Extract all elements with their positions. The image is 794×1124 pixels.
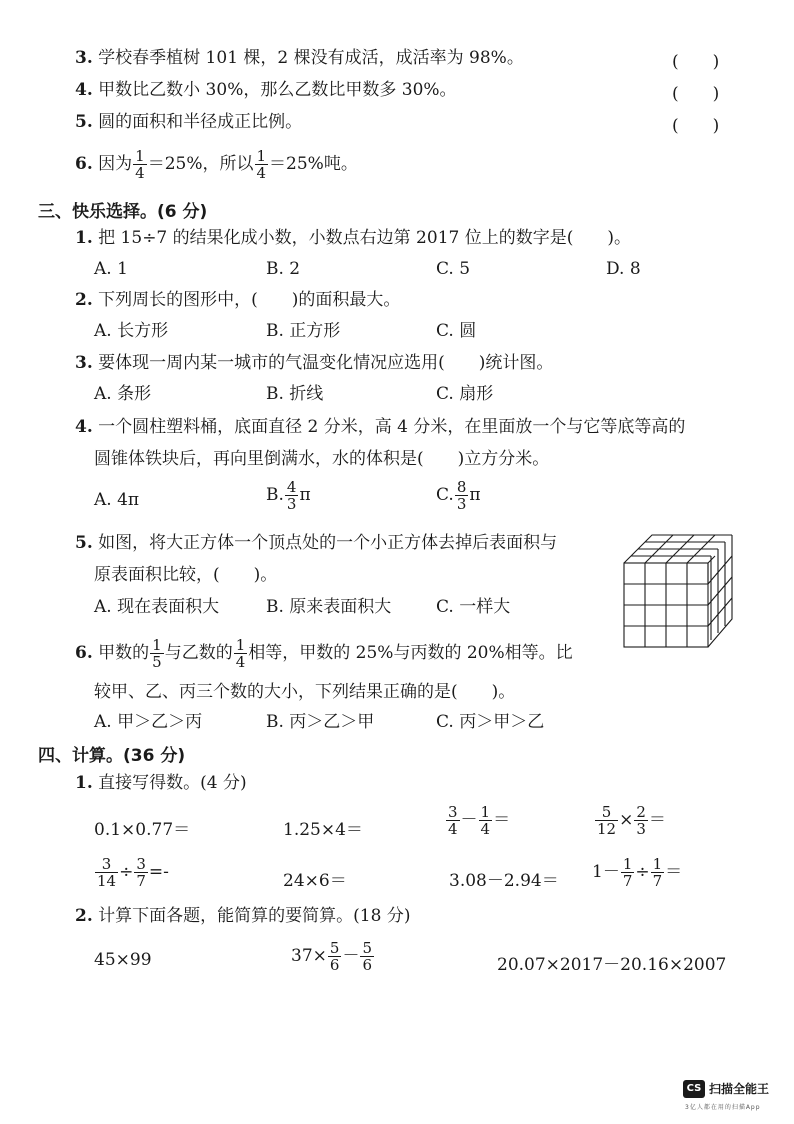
option-c[interactable]: C. 丙＞甲＞乙 (436, 712, 545, 732)
operator: － (460, 810, 478, 830)
calc-expression[interactable]: 45×99 (94, 950, 152, 970)
fraction (134, 856, 148, 889)
numerator: 1 (480, 803, 491, 821)
q-number: 3. (75, 353, 93, 373)
numerator: 1 (152, 636, 162, 654)
q-text: 计算下面各题，能简算的要简算。(18 分) (98, 906, 411, 926)
calc-item[interactable] (594, 804, 666, 837)
q-number: 4. (75, 80, 93, 100)
option-c[interactable]: C. 5 (436, 259, 471, 279)
q-text: 甲数比乙数小 30%，那么乙数比甲数多 30%。 (98, 80, 457, 100)
denominator: 7 (652, 872, 663, 890)
option-b[interactable] (266, 479, 311, 512)
q-text-line2: 圆锥体铁块后，再向里倒满水，水的体积是( )立方分米。 (94, 449, 550, 469)
calc-item[interactable] (445, 804, 510, 837)
section-title: 三、快乐选择。(6 分) (38, 202, 208, 222)
numerator: 3 (448, 803, 458, 821)
choice-q6 (75, 637, 573, 670)
operator: × (619, 810, 634, 830)
option-a[interactable]: A. 4π (94, 490, 140, 510)
pi-symbol: π (299, 485, 311, 505)
option-b[interactable]: B. 丙＞乙＞甲 (266, 712, 375, 732)
q-text: 如图，将大正方体一个顶点处的一个小正方体去掉后表面积与 (98, 533, 558, 553)
calc-item[interactable]: 24×6＝ (283, 871, 347, 891)
operator: ÷ (119, 862, 134, 882)
option-b[interactable]: B. 折线 (266, 384, 324, 404)
calc-item[interactable] (94, 856, 169, 889)
scanner-watermark (683, 1078, 791, 1118)
numerator: 5 (329, 939, 340, 957)
denominator: 7 (622, 872, 633, 890)
option-label: B. (266, 485, 284, 505)
option-c[interactable] (436, 479, 481, 512)
watermark-subtitle: 3亿人都在用的扫描App (685, 1104, 761, 1111)
denominator: 7 (136, 872, 146, 890)
q-number: 1. (75, 228, 93, 248)
option-b[interactable]: B. 正方形 (266, 321, 341, 341)
q-number: 6. (75, 643, 93, 663)
q-text: 圆的面积和半径成正比例。 (98, 112, 303, 132)
option-b[interactable]: B. 2 (266, 259, 301, 279)
calc-item[interactable]: 1.25×4＝ (283, 820, 363, 840)
section-title: 四、计算。(36 分) (38, 746, 186, 766)
equals: =- (148, 862, 169, 882)
option-b[interactable]: B. 原来表面积大 (266, 597, 392, 617)
calc-expression[interactable]: 20.07×2017－20.16×2007 (497, 955, 727, 975)
fraction (360, 940, 374, 973)
equals: ＝ (493, 810, 511, 830)
fraction (95, 856, 118, 889)
denominator: 14 (97, 872, 117, 890)
fraction (621, 856, 635, 889)
q-text: 相等，甲数的 25%与丙数的 20%相等。比 (248, 643, 573, 663)
numerator: 5 (362, 939, 372, 957)
judge-q3 (75, 47, 524, 69)
q-number: 6. (75, 154, 93, 174)
option-a[interactable]: A. 现在表面积大 (94, 597, 220, 617)
fraction (446, 804, 460, 837)
option-c[interactable]: C. 一样大 (436, 597, 511, 617)
denominator: 4 (480, 820, 491, 838)
q-text: 一个圆柱塑料桶，底面直径 2 分米，高 4 分米，在里面放一个与它等底等高的 (98, 417, 686, 437)
q-text: 把 15÷7 的结果化成小数，小数点右边第 2017 位上的数字是( )。 (98, 228, 631, 248)
choice-q5 (75, 532, 557, 554)
calc-item[interactable]: 0.1×0.77＝ (94, 820, 191, 840)
equals: ＝ (648, 810, 666, 830)
judge-q6 (75, 148, 358, 181)
numerator: 2 (636, 803, 646, 821)
calc-item[interactable]: 3.08－2.94＝ (449, 871, 559, 891)
judge-q5 (75, 111, 302, 133)
fraction (651, 856, 665, 889)
choice-q4 (75, 416, 685, 438)
fraction (455, 479, 469, 512)
q-text: 甲数的 (98, 643, 150, 663)
choice-q2 (75, 289, 400, 311)
q-text-line2: 原表面积比较，( )。 (94, 565, 278, 585)
camscanner-logo-icon: CS (683, 1080, 705, 1098)
q-text: 因为 (98, 154, 133, 174)
numerator: 1 (235, 636, 246, 654)
denominator: 6 (329, 956, 340, 974)
numerator: 1 (256, 147, 267, 165)
watermark-name: 扫描全能王 (709, 1082, 770, 1096)
operator: － (342, 946, 360, 966)
calc-q2 (75, 905, 410, 927)
q-number: 1. (75, 773, 93, 793)
q-number: 2. (75, 290, 93, 310)
q-text: 要体现一周内某一城市的气温变化情况应选用( )统计图。 (98, 353, 554, 373)
q-number: 4. (75, 417, 93, 437)
denominator: 4 (256, 164, 267, 182)
numerator: 4 (286, 478, 297, 496)
fraction (133, 148, 147, 181)
cube-figure (622, 533, 734, 651)
q-number: 5. (75, 533, 93, 553)
q-text: 下列周长的图形中，( )的面积最大。 (98, 290, 401, 310)
choice-q3 (75, 352, 553, 374)
denominator: 4 (235, 653, 246, 671)
answer-paren[interactable]: ( ) (672, 52, 720, 72)
fraction (255, 148, 269, 181)
equals: ＝ (665, 862, 683, 882)
q-text: ＝25%吨。 (269, 154, 358, 174)
fraction (595, 804, 618, 837)
q-text: ＝25%，所以 (147, 154, 254, 174)
operand: 37× (291, 946, 327, 966)
numerator: 1 (135, 147, 145, 165)
option-a[interactable]: A. 条形 (94, 384, 152, 404)
q-number: 3. (75, 48, 93, 68)
operand: 1－ (592, 862, 620, 882)
judge-q4 (75, 79, 457, 101)
q-text: 学校春季植树 101 棵，2 棵没有成活，成活率为 98%。 (98, 48, 524, 68)
answer-paren[interactable]: ( ) (672, 84, 720, 104)
q-number: 2. (75, 906, 93, 926)
fraction (634, 804, 648, 837)
numerator: 5 (601, 803, 612, 821)
operator: ÷ (635, 862, 650, 882)
calc-item[interactable] (592, 856, 682, 889)
option-c[interactable]: C. 圆 (436, 321, 477, 341)
option-d[interactable]: D. 8 (606, 259, 641, 279)
denominator: 12 (597, 820, 617, 838)
option-a[interactable]: A. 甲＞乙＞丙 (94, 712, 203, 732)
option-a[interactable]: A. 长方形 (94, 321, 169, 341)
q-text: 直接写得数。(4 分) (98, 773, 247, 793)
calc-q1 (75, 772, 247, 794)
q-text: 与乙数的 (164, 643, 233, 663)
denominator: 3 (636, 820, 646, 838)
option-c[interactable]: C. 扇形 (436, 384, 494, 404)
fraction (285, 479, 299, 512)
denominator: 3 (286, 495, 297, 513)
denominator: 5 (152, 653, 162, 671)
fraction (234, 637, 248, 670)
q-number: 5. (75, 112, 93, 132)
answer-paren[interactable]: ( ) (672, 116, 720, 136)
numerator: 1 (622, 855, 633, 873)
fraction (328, 940, 342, 973)
q-text-line2: 较甲、乙、丙三个数的大小，下列结果正确的是( )。 (94, 682, 516, 702)
denominator: 3 (456, 495, 467, 513)
fraction (479, 804, 493, 837)
denominator: 4 (135, 164, 145, 182)
numerator: 3 (101, 855, 112, 873)
option-label: C. (436, 485, 454, 505)
pi-symbol: π (469, 485, 481, 505)
option-a[interactable]: A. 1 (94, 259, 128, 279)
numerator: 1 (652, 855, 663, 873)
numerator: 3 (136, 855, 146, 873)
choice-q1 (75, 227, 631, 249)
denominator: 6 (362, 956, 372, 974)
fraction (150, 637, 164, 670)
calc-expression[interactable] (291, 940, 375, 973)
numerator: 8 (456, 478, 467, 496)
denominator: 4 (448, 820, 458, 838)
